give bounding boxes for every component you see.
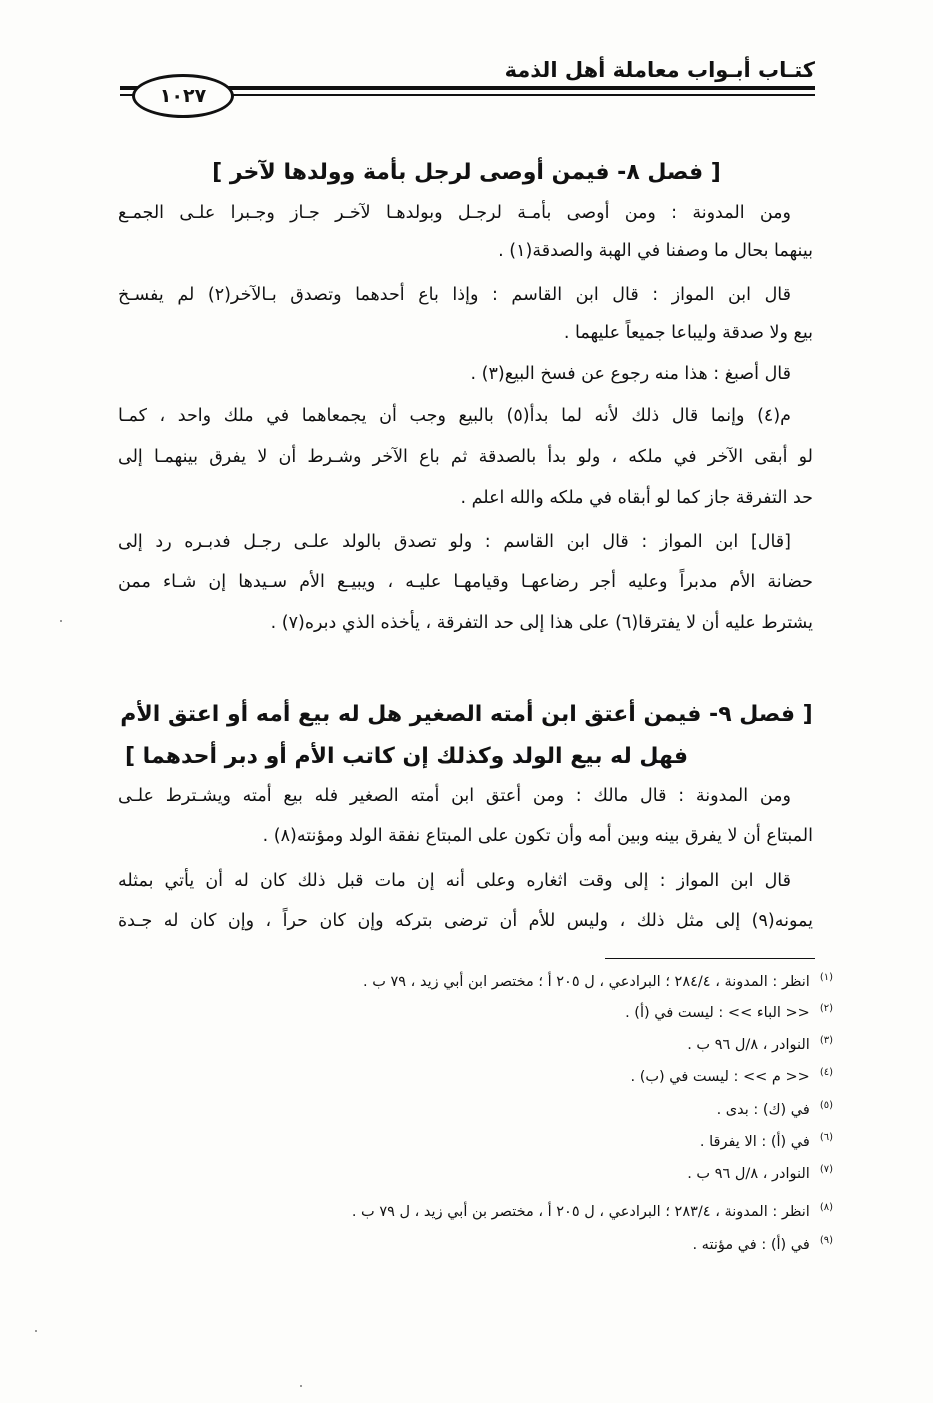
section-8-heading: [ فصل ٨- فيمن أوصى لرجل بأمة وولدها لآخر ] — [212, 160, 721, 185]
footnote-9 — [120, 1235, 833, 1253]
section-9-heading-line2: فهل له بيع الولد وكذلك إن كاتب الأم أو دبر أحدهما ] — [124, 744, 688, 769]
footnote-number: (٢) — [819, 1003, 833, 1014]
paragraph-line: ومن المدونة : ومن أوصى بأمـة لرجـل وبولدهـا لآخـر جـاز وجـبرا علـى الجمـع — [118, 203, 791, 223]
footnote-text: في (أ) : الا يفرقا . — [699, 1133, 810, 1150]
paragraph-line: [قال] ابن المواز : قال ابن القاسم : ولو تصدق بالولد علـى رجـل فدبـره رد إلى — [118, 532, 791, 552]
paragraph-line: قال أصبغ : هذا منه رجوع عن فسخ البيع(٣) . — [470, 364, 791, 384]
paragraph-line: المبتاع أن لا يفرق بينه وبين أمه وأن تكون على المبتاع نفقة الولد ومؤنته(٨) . — [262, 826, 813, 846]
footnote-number: (٤) — [819, 1067, 833, 1078]
paragraph-line: لو أبقى الآخر في ملكه ، ولو بدأ بالصدقة ثم باع الآخر وشـرط أن لا يفرق بينهمـا إلى — [118, 447, 813, 467]
running-header-title: كتـاب أبـواب معاملة أهل الذمة — [504, 58, 815, 82]
footnote-3 — [120, 1035, 833, 1053]
paragraph-line: قال ابن المواز : إلى وقت اثغاره وعلى أنه إن مات قبل ذلك كان له أن يأتي بمثله — [118, 871, 791, 891]
footnote-text: << م >> : ليست في (ب) . — [630, 1068, 810, 1085]
footnote-number: (٥) — [819, 1100, 833, 1111]
footnote-number: (٨) — [819, 1202, 833, 1213]
footnote-2 — [120, 1003, 833, 1021]
scan-speck — [300, 1385, 302, 1387]
footnote-8 — [120, 1202, 833, 1220]
paragraph-line: بيع ولا صدقة وليباعا جميعاً عليهما . — [563, 323, 813, 343]
footnote-4 — [120, 1067, 833, 1085]
footnote-text: في (أ) : في مؤنته . — [692, 1236, 810, 1253]
paragraph-line: م(٤) وإنما قال ذلك لأنه لما بدأ(٥) بالبيع وجب أن يجمعاهما في ملك واحد ، كمـا — [118, 406, 791, 426]
footnote-text: انظر : المدونة ، ٢٨٤/٤ ؛ البرادعي ، ل ٢٠٥ أ ؛ مختصر ابن أبي زيد ، ٧٩ ب . — [363, 973, 810, 990]
footnote-separator — [605, 958, 815, 959]
footnote-text: النوادر ، ٨/ل ٩٦ ب . — [687, 1165, 810, 1182]
paragraph-line: حضانة الأم مدبراً وعليه أجر رضاعهـا وقيامهـا عليـه ، ويبيـع الأم سـيدها إن شـاء ممن — [118, 572, 813, 592]
footnote-number: (١) — [819, 972, 833, 983]
footnote-6 — [120, 1132, 833, 1150]
footnote-number: (٣) — [819, 1035, 833, 1046]
paragraph-line: يشترط عليه أن لا يفترقا(٦) على هذا إلى حد التفرقة ، يأخذه الذي دبره(٧) . — [270, 613, 813, 633]
paragraph-line: حد التفرقة جاز كما لو أبقاه في ملكه والله اعلم . — [460, 488, 813, 508]
page-number: ١٠٢٧ — [132, 74, 234, 118]
footnote-number: (٩) — [819, 1235, 833, 1246]
section-9-heading-line1: [ فصل ٩- فيمن أعتق ابن أمته الصغير هل له بيع أمه أو اعتق الأم — [120, 702, 813, 727]
paragraph-line: بينهما بحال ما وصفنا في الهبة والصدقة(١) . — [498, 241, 813, 261]
scan-speck — [35, 1330, 37, 1332]
footnote-text: في (ك) : بدى . — [716, 1101, 810, 1118]
paragraph-line: يمونه(٩) إلى مثل ذلك ، وليس للأم أن ترضى بتركه وإن كان حراً ، وإن كان له جـدة — [118, 911, 813, 931]
footnote-7 — [120, 1164, 833, 1182]
footnote-1 — [120, 972, 833, 990]
footnote-5 — [120, 1100, 833, 1118]
scan-speck — [60, 620, 62, 622]
paragraph-line: قال ابن المواز : قال ابن القاسم : وإذا باع أحدهما وتصدق بـالآخر(٢) لم يفسـخ — [118, 285, 791, 305]
footnote-text: النوادر ، ٨/ل ٩٦ ب . — [687, 1036, 810, 1053]
footnote-text: انظر : المدونة ، ٢٨٣/٤ ؛ البرادعي ، ل ٢٠٥ أ ، مختصر بن أبي زيد ، ل ٧٩ ب . — [351, 1203, 810, 1220]
footnote-number: (٧) — [819, 1164, 833, 1175]
footnote-number: (٦) — [819, 1132, 833, 1143]
paragraph-line: ومن المدونة : قال مالك : ومن أعتق ابن أمته الصغير فله بيع أمته ويشـترط علـى — [118, 786, 791, 806]
footnote-text: << الباء >> : ليست في (أ) . — [625, 1004, 810, 1021]
